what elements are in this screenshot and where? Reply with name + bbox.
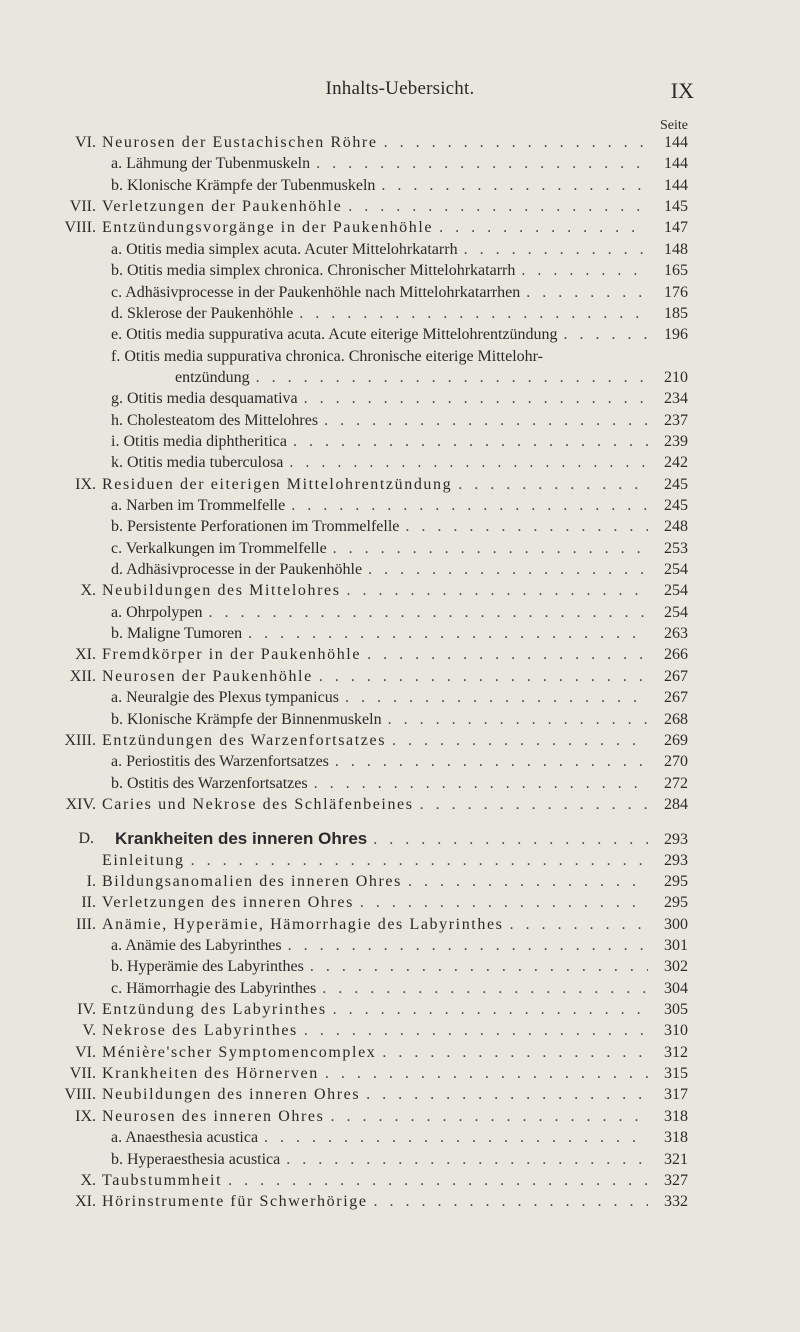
- page-header: [0, 78, 800, 104]
- dot-leader: [310, 956, 648, 978]
- toc-entry-number: XIII.: [64, 731, 96, 749]
- toc-entry: [0, 1149, 800, 1171]
- toc-entry: [0, 1084, 800, 1106]
- toc-entry: [0, 495, 800, 517]
- toc-entry: [0, 474, 800, 496]
- toc-entry-number: IV.: [77, 1001, 96, 1018]
- toc-entry-title: f. Otitis media suppurativa chronica. Chronische eiterige Mittelohr-: [111, 347, 543, 365]
- toc-entry-title: d. Adhäsivprocesse in der Paukenhöhle: [111, 561, 363, 578]
- toc-entry-page: 253: [664, 539, 688, 557]
- toc-entry: [0, 623, 800, 645]
- toc-entry: [0, 153, 800, 175]
- toc-entry: [0, 828, 800, 850]
- toc-entry-page: 318: [664, 1107, 688, 1125]
- toc-entry: [0, 850, 800, 872]
- toc-entry: [0, 132, 800, 154]
- toc-entry-page: 196: [664, 326, 688, 344]
- toc-entry-page: 234: [664, 390, 688, 408]
- dot-leader: [420, 794, 648, 816]
- dot-leader: [209, 602, 648, 624]
- dot-leader: [304, 388, 648, 410]
- toc-entry-number: II.: [81, 894, 96, 912]
- toc-entry: [0, 282, 800, 304]
- toc-entry-page: 300: [664, 915, 688, 933]
- toc-entry-page: 272: [664, 774, 688, 792]
- dot-leader: [191, 850, 648, 872]
- toc-entry-title: Residuen der eiterigen Mittelohrentzündung: [102, 475, 453, 493]
- toc-entry-title: Neurosen der Paukenhöhle: [102, 667, 313, 685]
- toc-entry-title: d. Sklerose der Paukenhöhle: [111, 304, 294, 322]
- toc-entry: [0, 410, 800, 432]
- toc-entry: [0, 324, 800, 346]
- toc-entry: [0, 730, 800, 752]
- toc-entry-page: 304: [664, 979, 688, 997]
- toc-entry-page: 321: [664, 1150, 688, 1168]
- toc-entry-number: XI.: [75, 1193, 96, 1211]
- running-title: Inhalts-Uebersicht.: [325, 78, 475, 99]
- toc-entry-number: X.: [80, 582, 96, 600]
- dot-leader: [439, 217, 648, 239]
- toc-entry-title: Krankheiten des inneren Ohres: [115, 829, 368, 849]
- dot-leader: [319, 666, 648, 688]
- toc-entry: [0, 1042, 800, 1064]
- toc-entry-page: 254: [664, 603, 688, 621]
- toc-entry: [0, 871, 800, 893]
- toc-entry-title: Entzündungen des Warzenfortsatzes: [102, 731, 387, 749]
- dot-leader: [381, 175, 648, 197]
- toc-entry-number: D.: [78, 830, 94, 848]
- toc-entry-page: 144: [664, 155, 688, 173]
- toc-entry-number: VI.: [75, 1043, 96, 1061]
- toc-entry-title: i. Otitis media diphtheritica: [111, 432, 287, 450]
- toc-entry: [0, 892, 800, 914]
- toc-entry: [0, 260, 800, 282]
- dot-leader: [348, 196, 648, 218]
- toc-entry: [0, 644, 800, 666]
- toc-entry-page: 293: [664, 851, 688, 869]
- toc-entry: [0, 580, 800, 602]
- toc-entry-page: 295: [664, 872, 688, 890]
- dot-leader: [256, 367, 648, 389]
- toc-entry-page: 147: [664, 219, 688, 237]
- dot-leader: [335, 751, 648, 773]
- dot-leader: [384, 132, 648, 154]
- toc-entry-page: 332: [664, 1193, 688, 1211]
- toc-entry-number: XIV.: [65, 795, 96, 813]
- toc-entry-title: c. Hämorrhagie des Labyrinthes: [111, 979, 317, 997]
- toc-entry-page: 144: [664, 134, 688, 151]
- toc-entry-number: VIII.: [64, 1086, 96, 1104]
- toc-entry-title: Verletzungen des inneren Ohres: [102, 894, 354, 912]
- toc-entry-page: 248: [664, 518, 688, 536]
- toc-entry-title: entzündung: [175, 368, 250, 386]
- dot-leader: [330, 1106, 648, 1128]
- dot-leader: [392, 730, 648, 752]
- toc-entry: [0, 538, 800, 560]
- dot-leader: [373, 829, 648, 851]
- toc-entry-page: 270: [664, 753, 688, 771]
- toc-entry: [0, 1191, 800, 1213]
- toc-entry-page: 318: [664, 1129, 688, 1147]
- toc-entry-page: 301: [664, 937, 688, 954]
- toc-entry: [0, 175, 800, 197]
- toc-entry-page: 295: [664, 894, 688, 912]
- toc-entry-title: a. Neuralgie des Plexus tympanicus: [111, 689, 339, 707]
- toc-entry: [0, 452, 800, 474]
- toc-entry-page: 312: [664, 1043, 688, 1061]
- toc-entry-page: 245: [664, 475, 688, 493]
- seite-column-label: Seite: [660, 118, 688, 133]
- toc-entry-page: 185: [664, 304, 688, 322]
- toc-entry: [0, 431, 800, 453]
- dot-leader: [333, 538, 648, 560]
- toc-entry-title: b. Klonische Krämpfe der Tubenmuskeln: [111, 176, 376, 194]
- toc-entry: [0, 602, 800, 624]
- toc-entry-page: 327: [664, 1171, 688, 1189]
- dot-leader: [299, 303, 648, 325]
- toc-entry-title: a. Ohrpolypen: [111, 603, 203, 621]
- toc-entry-page: 310: [664, 1022, 688, 1040]
- toc-entry-page: 267: [664, 689, 688, 707]
- toc-entry-title: b. Klonische Krämpfe der Binnenmuskeln: [111, 710, 382, 728]
- toc-entry-number: VIII.: [64, 219, 96, 237]
- toc-entry: [0, 217, 800, 239]
- toc-entry: [0, 388, 800, 410]
- toc-entry-title: Entzündungsvorgänge in der Paukenhöhle: [102, 219, 434, 237]
- toc-entry-title: c. Adhäsivprocesse in der Paukenhöhle nach Mittelohrkatarrhen: [111, 283, 521, 301]
- toc-entry-title: b. Persistente Perforationen im Trommelfelle: [111, 518, 400, 536]
- toc-entry-title: Verletzungen der Paukenhöhle: [102, 198, 343, 216]
- toc-entry: [0, 346, 800, 368]
- toc-entry: [0, 751, 800, 773]
- toc-entry-page: 242: [664, 454, 688, 472]
- dot-leader: [248, 623, 648, 645]
- toc-entry: [0, 935, 800, 957]
- dot-leader: [286, 1149, 648, 1171]
- dot-leader: [374, 1191, 648, 1213]
- toc-entry-page: 315: [664, 1065, 688, 1083]
- toc-entry-page: 245: [664, 497, 688, 514]
- toc-entry-number: III.: [76, 915, 96, 933]
- toc-entry: [0, 709, 800, 731]
- toc-entry-page: 317: [664, 1086, 688, 1104]
- dot-leader: [521, 260, 648, 282]
- toc-entry-page: 148: [664, 240, 688, 258]
- toc-entry: [0, 794, 800, 816]
- toc-entry-number: I.: [86, 872, 96, 890]
- dot-leader: [388, 709, 648, 731]
- toc-entry-page: 239: [664, 432, 688, 450]
- toc-entry: [0, 303, 800, 325]
- dot-leader: [360, 892, 648, 914]
- toc-entry-title: Hörinstrumente für Schwerhörige: [102, 1193, 368, 1211]
- toc-entry: [0, 978, 800, 1000]
- dot-leader: [366, 1084, 648, 1106]
- dot-leader: [464, 239, 648, 261]
- toc-entry-title: Neurosen des inneren Ohres: [102, 1107, 325, 1125]
- toc-entry: [0, 687, 800, 709]
- toc-entry-title: b. Hyperaesthesia acustica: [111, 1150, 281, 1168]
- toc-entry-page: 266: [664, 646, 688, 664]
- dot-leader: [293, 431, 648, 453]
- toc-entry: [0, 1127, 800, 1149]
- toc-entry: [0, 956, 800, 978]
- toc-entry-page: 210: [664, 368, 688, 386]
- toc-entry-number: VII.: [69, 198, 96, 216]
- toc-entry-title: a. Anaesthesia acustica: [111, 1129, 259, 1147]
- toc-entry-title: Caries und Nekrose des Schläfenbeines: [102, 795, 414, 813]
- toc-entry: [0, 999, 800, 1021]
- toc-entry-number: V.: [82, 1022, 96, 1040]
- toc-entry-title: a. Lähmung der Tubenmuskeln: [111, 155, 311, 173]
- toc-entry-number: VII.: [69, 1065, 96, 1083]
- dot-leader: [291, 495, 648, 517]
- toc-entry-title: Fremdkörper in der Paukenhöhle: [102, 646, 362, 664]
- toc-entry-page: 302: [664, 958, 688, 976]
- toc-entry: [0, 773, 800, 795]
- toc-entry: [0, 914, 800, 936]
- toc-entry-title: Krankheiten des Hörnerven: [102, 1065, 319, 1083]
- toc-entry-title: Neubildungen des Mittelohres: [102, 582, 341, 600]
- toc-entry-page: 305: [664, 1001, 688, 1018]
- toc-entry-title: b. Hyperämie des Labyrinthes: [111, 958, 304, 976]
- toc-entry-title: Entzündung des Labyrinthes: [102, 1001, 327, 1018]
- toc-entry: [0, 1020, 800, 1042]
- dot-leader: [316, 153, 648, 175]
- toc-entry-title: Bildungsanomalien des inneren Ohres: [102, 872, 402, 890]
- dot-leader: [322, 978, 648, 1000]
- toc-entry-title: Ménière'scher Symptomencomplex: [102, 1043, 377, 1061]
- toc-entry: [0, 1106, 800, 1128]
- dot-leader: [408, 871, 648, 893]
- dot-leader: [333, 999, 648, 1021]
- toc-entry-page: 145: [664, 198, 688, 216]
- toc-entry-page: 165: [664, 262, 688, 280]
- toc-entry-title: a. Anämie des Labyrinthes: [111, 937, 282, 954]
- toc-entry-number: X.: [80, 1171, 96, 1189]
- toc-entry: [0, 1170, 800, 1192]
- toc-entry-page: 237: [664, 411, 688, 429]
- dot-leader: [382, 1042, 648, 1064]
- dot-leader: [228, 1170, 648, 1192]
- dot-leader: [564, 324, 648, 346]
- dot-leader: [324, 410, 648, 432]
- dot-leader: [509, 914, 648, 936]
- toc-entry: [0, 1063, 800, 1085]
- dot-leader: [526, 282, 648, 304]
- toc-entry-page: 144: [664, 176, 688, 194]
- dot-leader: [347, 580, 648, 602]
- toc-entry-title: a. Narben im Trommelfelle: [111, 497, 286, 514]
- toc-entry-page: 254: [664, 582, 688, 600]
- toc-entry-number: XI.: [75, 646, 96, 664]
- toc-entry-number: XII.: [69, 667, 96, 685]
- toc-entry-title: Neubildungen des inneren Ohres: [102, 1086, 361, 1104]
- dot-leader: [405, 516, 648, 538]
- toc-entry-title: g. Otitis media desquamativa: [111, 390, 298, 408]
- toc-entry-title: Einleitung: [102, 851, 185, 869]
- toc-entry-title: h. Cholesteatom des Mittelohres: [111, 411, 319, 429]
- toc-entry-title: k. Otitis media tuberculosa: [111, 454, 284, 472]
- toc-entry: [0, 239, 800, 261]
- toc-entry-number: IX.: [75, 1107, 96, 1125]
- toc-entry-title: Taubstummheit: [102, 1171, 223, 1189]
- dot-leader: [325, 1063, 648, 1085]
- toc-entry-page: 263: [664, 625, 688, 643]
- toc-entry-title: a. Otitis media simplex acuta. Acuter Mittelohrkatarrh: [111, 240, 458, 258]
- dot-leader: [264, 1127, 648, 1149]
- toc-entry: [0, 559, 800, 581]
- toc-entry-title: e. Otitis media suppurativa acuta. Acute eiterige Mittelohrentzündung: [111, 326, 558, 344]
- toc-entry-page: 267: [664, 667, 688, 685]
- page-number: IX: [670, 78, 694, 103]
- toc-entry-page: 284: [664, 795, 688, 813]
- dot-leader: [345, 687, 648, 709]
- toc-entry-title: Neurosen der Eustachischen Röhre: [102, 134, 378, 151]
- toc-entry-title: Anämie, Hyperämie, Hämorrhagie des Labyrinthes: [102, 915, 504, 933]
- toc-entry-title: b. Maligne Tumoren: [111, 625, 243, 643]
- dot-leader: [288, 935, 648, 957]
- dot-leader: [458, 474, 648, 496]
- toc-entry-page: 293: [664, 831, 688, 849]
- toc-entry-title: c. Verkalkungen im Trommelfelle: [111, 539, 327, 557]
- toc-entry-number: VI.: [75, 134, 96, 151]
- dot-leader: [367, 644, 648, 666]
- toc-entry: [0, 367, 800, 389]
- toc-entry-number: IX.: [75, 475, 96, 493]
- toc-entry-page: 268: [664, 710, 688, 728]
- dot-leader: [304, 1020, 648, 1042]
- toc-entry-title: b. Ostitis des Warzenfortsatzes: [111, 774, 308, 792]
- dot-leader: [368, 559, 648, 581]
- dot-leader: [314, 773, 648, 795]
- toc-entry: [0, 516, 800, 538]
- toc-entry-page: 269: [664, 731, 688, 749]
- toc-entry-page: 254: [664, 561, 688, 578]
- toc-entry-page: 176: [664, 283, 688, 301]
- toc-entry: [0, 196, 800, 218]
- toc-entry-title: b. Otitis media simplex chronica. Chronischer Mittelohrkatarrh: [111, 262, 516, 280]
- toc-entry-title: Nekrose des Labyrinthes: [102, 1022, 298, 1040]
- toc-entry: [0, 666, 800, 688]
- toc-entry-title: a. Periostitis des Warzenfortsatzes: [111, 753, 329, 771]
- dot-leader: [289, 452, 648, 474]
